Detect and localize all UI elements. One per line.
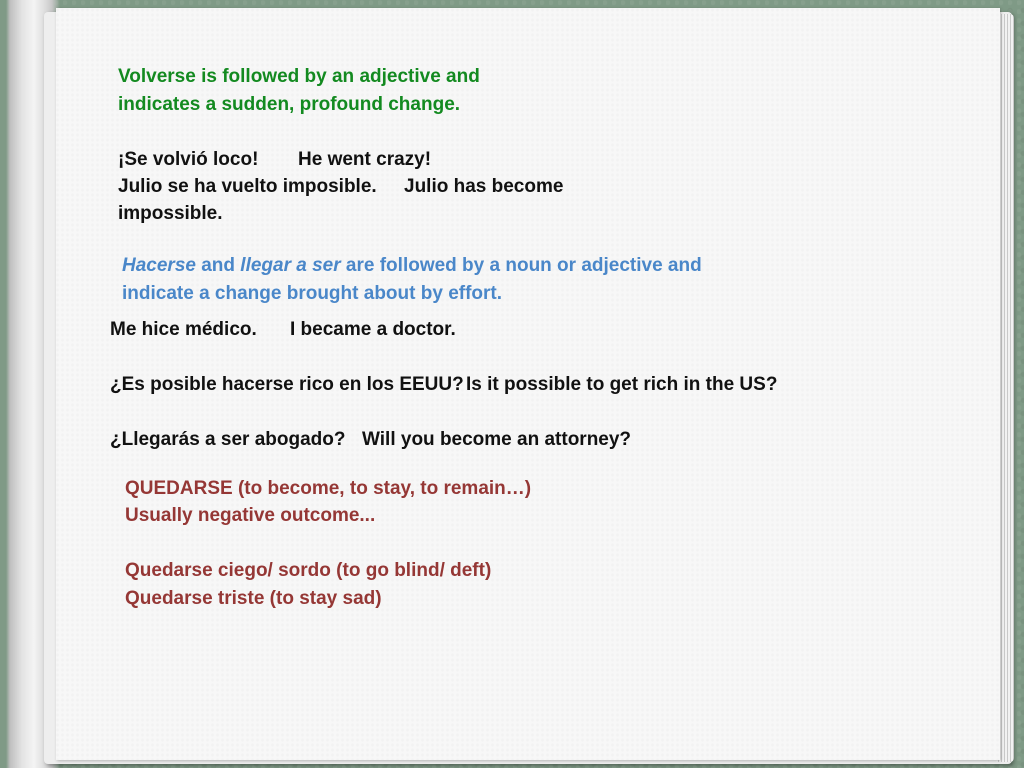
hacerse-example-1-english: I became a doctor.: [290, 319, 456, 340]
volverse-rule-line-2: indicates a sudden, profound change.: [118, 94, 461, 115]
hacerse-example-2-english: Is it possible to get rich in the US?: [466, 374, 778, 395]
quedarse-example-1: Quedarse ciego/ sordo (to go blind/ deft): [125, 560, 492, 581]
volverse-example-1-english: He went crazy!: [298, 149, 432, 170]
volverse-example-2-spanish: Julio se ha vuelto imposible.: [118, 176, 377, 197]
llegar-example-spanish: ¿Llegarás a ser abogado?: [110, 429, 346, 450]
hacerse-example-1-spanish: Me hice médico.: [110, 319, 257, 340]
hacerse-rule-line-1: [122, 252, 702, 280]
hacerse-rule-rest: are followed by a noun or adjective and: [340, 255, 702, 276]
quedarse-rule-line-1: QUEDARSE (to become, to stay, to remain…): [125, 478, 532, 499]
notebook-page: [56, 8, 1000, 760]
volverse-example-1-spanish: ¡Se volvió loco!: [118, 149, 259, 170]
llegar-example-english: Will you become an attorney?: [362, 429, 632, 450]
quedarse-example-2: Quedarse triste (to stay sad): [125, 588, 382, 609]
hacerse-example-2-spanish: ¿Es posible hacerse rico en los EEUU?: [110, 374, 464, 395]
llegar-a-ser-term: llegar a ser: [240, 255, 341, 276]
hacerse-and: and: [195, 255, 241, 276]
volverse-rule-line-1: Volverse is followed by an adjective and: [118, 66, 480, 87]
hacerse-rule-line-2: indicate a change brought about by effort.: [122, 283, 503, 304]
hacerse-term: Hacerse: [122, 255, 196, 276]
volverse-example-2-english: Julio has become: [404, 176, 564, 197]
quedarse-rule-line-2: Usually negative outcome...: [125, 505, 376, 526]
volverse-example-2-english-cont: impossible.: [118, 203, 223, 224]
